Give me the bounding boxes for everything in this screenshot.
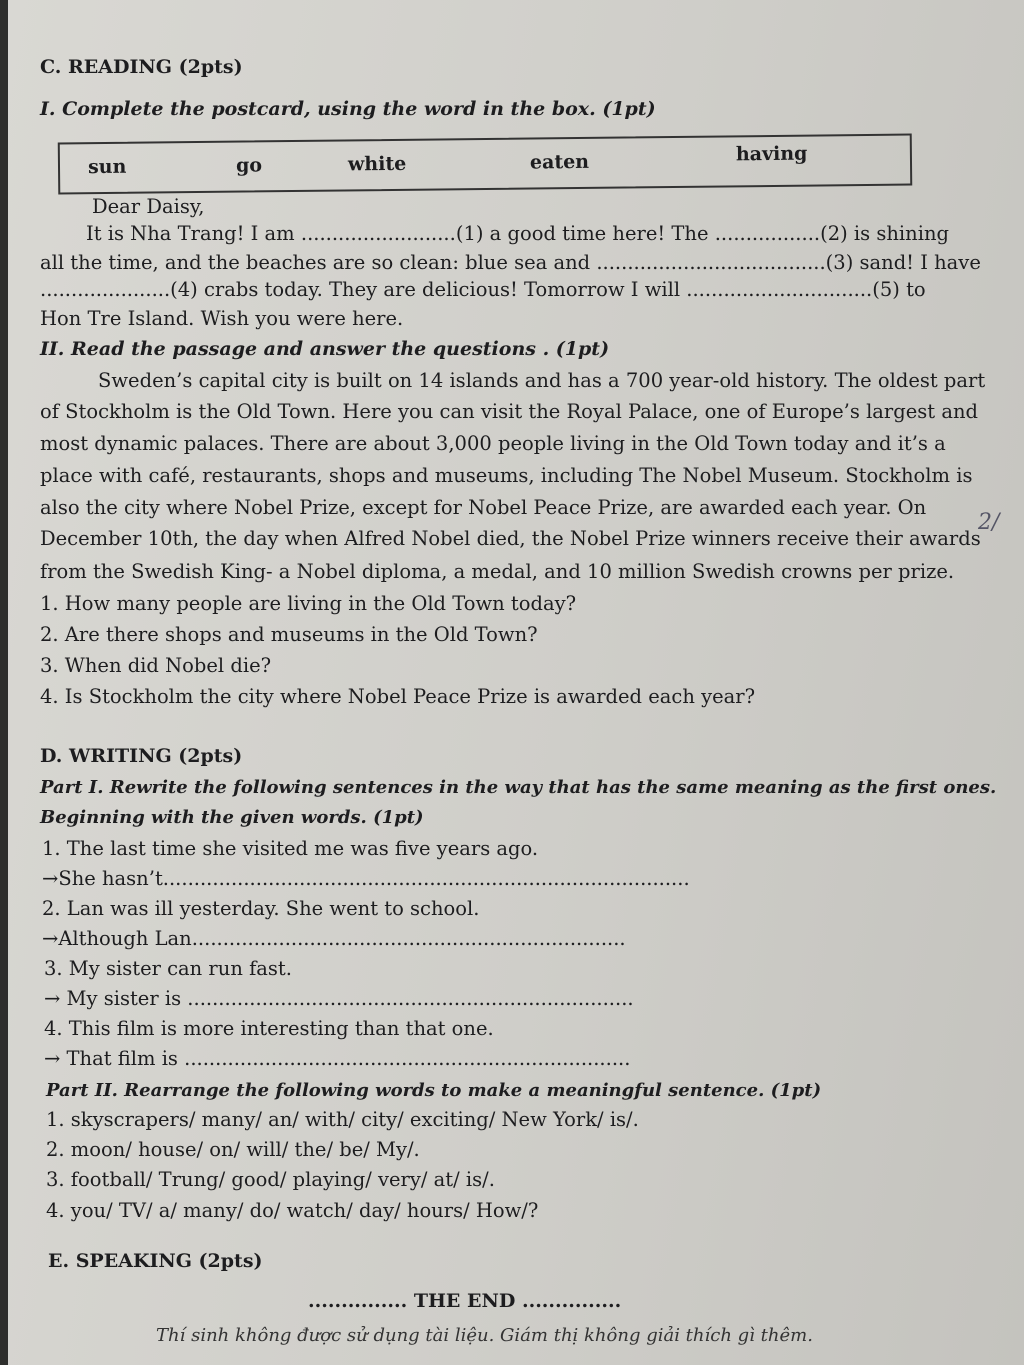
rewrite-item: 2. Lan was ill yesterday. She went to school. [42,897,480,920]
reading-part2-title: II. Read the passage and answer the questions . (1pt) [40,338,610,360]
the-end: ............... THE END ............... [308,1290,622,1312]
postcard-line: Dear Daisy, [92,195,205,218]
rewrite-answer: → That film is ........................................................................ [44,1047,631,1070]
postcard-line: It is Nha Trang! I am .........................(1) a good time here! The .................(2) is shining [86,222,949,245]
reading-part1-title: I. Complete the postcard, using the word in the box. (1pt) [40,98,656,120]
margin-mark: 2/ [978,510,1000,535]
rewrite-answer: →She hasn’t..................................................................................... [42,867,690,890]
writing-part2-title: Part II. Rearrange the following words to make a meaningful sentence. (1pt) [46,1080,822,1101]
passage-line: of Stockholm is the Old Town. Here you can visit the Royal Palace, one of Europe’s largest and [40,400,978,423]
rewrite-item: 4. This film is more interesting than that one. [44,1017,494,1040]
writing-heading: D. WRITING (2pts) [40,745,243,767]
speaking-heading: E. SPEAKING (2pts) [48,1250,263,1272]
postcard-line: .....................(4) crabs today. They are delicious! Tomorrow I will ..............................(5) to [40,278,926,301]
word-box-item: having [735,142,808,166]
footer-note: Thí sinh không được sử dụng tài liệu. Giám thị không giải thích gì thêm. [156,1325,813,1346]
writing-part1-title: Beginning with the given words. (1pt) [40,807,424,828]
passage-line: place with café, restaurants, shops and museums, including The Nobel Museum. Stockholm is [40,464,973,487]
question-item: 1. How many people are living in the Old Town today? [40,592,577,615]
question-item: 2. Are there shops and museums in the Old Town? [40,623,538,646]
question-item: 4. Is Stockholm the city where Nobel Peace Prize is awarded each year? [40,685,756,708]
word-box-item: sun [87,155,127,179]
passage-line: December 10th, the day when Alfred Nobel died, the Nobel Prize winners receive their awards [40,527,981,550]
passage-line: most dynamic palaces. There are about 3,000 people living in the Old Town today and it’s a [40,432,946,455]
rearrange-item: 4. you/ TV/ a/ many/ do/ watch/ day/ hours/ How/? [46,1199,539,1222]
rewrite-answer: → My sister is ........................................................................ [44,987,634,1010]
question-item: 3. When did Nobel die? [40,654,272,677]
rearrange-item: 2. moon/ house/ on/ will/ the/ be/ My/. [46,1138,420,1161]
rewrite-answer: →Although Lan...................................................................... [42,927,626,950]
word-box [58,134,912,195]
passage-line: also the city where Nobel Prize, except for Nobel Peace Prize, are awarded each year. On [40,496,927,519]
rewrite-item: 1. The last time she visited me was five years ago. [42,837,539,860]
exam-page [8,0,1024,1365]
word-box-item: go [235,154,263,177]
writing-part1-title: Part I. Rewrite the following sentences in the way that has the same meaning as the first ones. [40,777,997,798]
rewrite-item: 3. My sister can run fast. [44,957,292,980]
postcard-line: all the time, and the beaches are so clean: blue sea and .....................................(3) sand! I have [40,251,981,274]
rearrange-item: 3. football/ Trung/ good/ playing/ very/ at/ is/. [46,1168,495,1191]
word-box-item: white [347,152,407,176]
passage-line: Sweden’s capital city is built on 14 islands and has a 700 year-old history. The oldest part [98,369,986,392]
passage-line: from the Swedish King- a Nobel diploma, a medal, and 10 million Swedish crowns per prize. [40,560,955,583]
rearrange-item: 1. skyscrapers/ many/ an/ with/ city/ exciting/ New York/ is/. [46,1108,639,1131]
word-box-item: eaten [529,150,590,174]
postcard-line: Hon Tre Island. Wish you were here. [40,307,404,330]
reading-heading: C. READING (2pts) [40,56,243,78]
